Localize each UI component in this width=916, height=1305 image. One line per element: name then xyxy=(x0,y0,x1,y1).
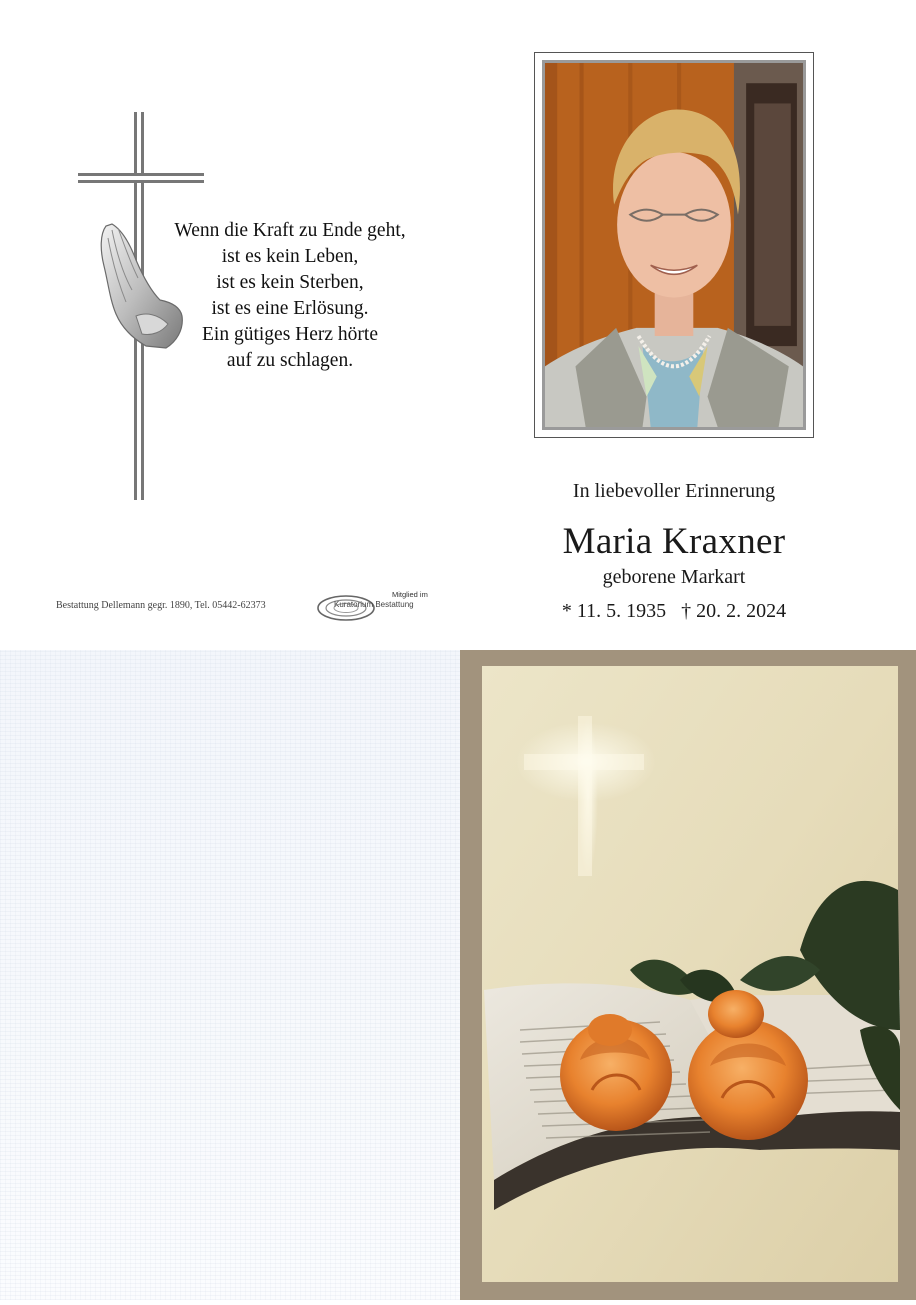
poem-line: ist es kein Sterben, xyxy=(216,272,364,293)
cover-page xyxy=(460,650,916,1300)
poem-line: Wenn die Kraft zu Ende geht, xyxy=(174,220,406,241)
portrait-frame xyxy=(534,52,814,438)
memorial-poem xyxy=(140,218,440,374)
deceased-name: Maria Kraxner xyxy=(562,521,786,562)
blank-back-page xyxy=(0,650,460,1300)
poem-line: Ein gütiges Herz hörte xyxy=(202,324,378,345)
portrait-photo xyxy=(545,63,803,427)
logo-label: Kuratorium Bestattung xyxy=(334,600,414,609)
cover-image xyxy=(460,650,916,1300)
poem-line: auf zu schlagen. xyxy=(226,350,354,371)
card-inside-page xyxy=(0,0,916,650)
logo-member-label: Mitglied im xyxy=(392,590,428,599)
maiden-name: geborene Markart xyxy=(602,566,746,588)
undertaker-contact: Bestattung Dellemann gegr. 1890, Tel. 05442-62373 xyxy=(56,600,266,611)
life-dates: * 11. 5. 1935 † 20. 2. 2024 xyxy=(561,600,787,622)
in-memory-heading: In liebevoller Erinnerung xyxy=(572,480,776,502)
poem-line: ist es eine Erlösung. xyxy=(211,298,369,319)
poem-line: ist es kein Leben, xyxy=(221,246,359,267)
